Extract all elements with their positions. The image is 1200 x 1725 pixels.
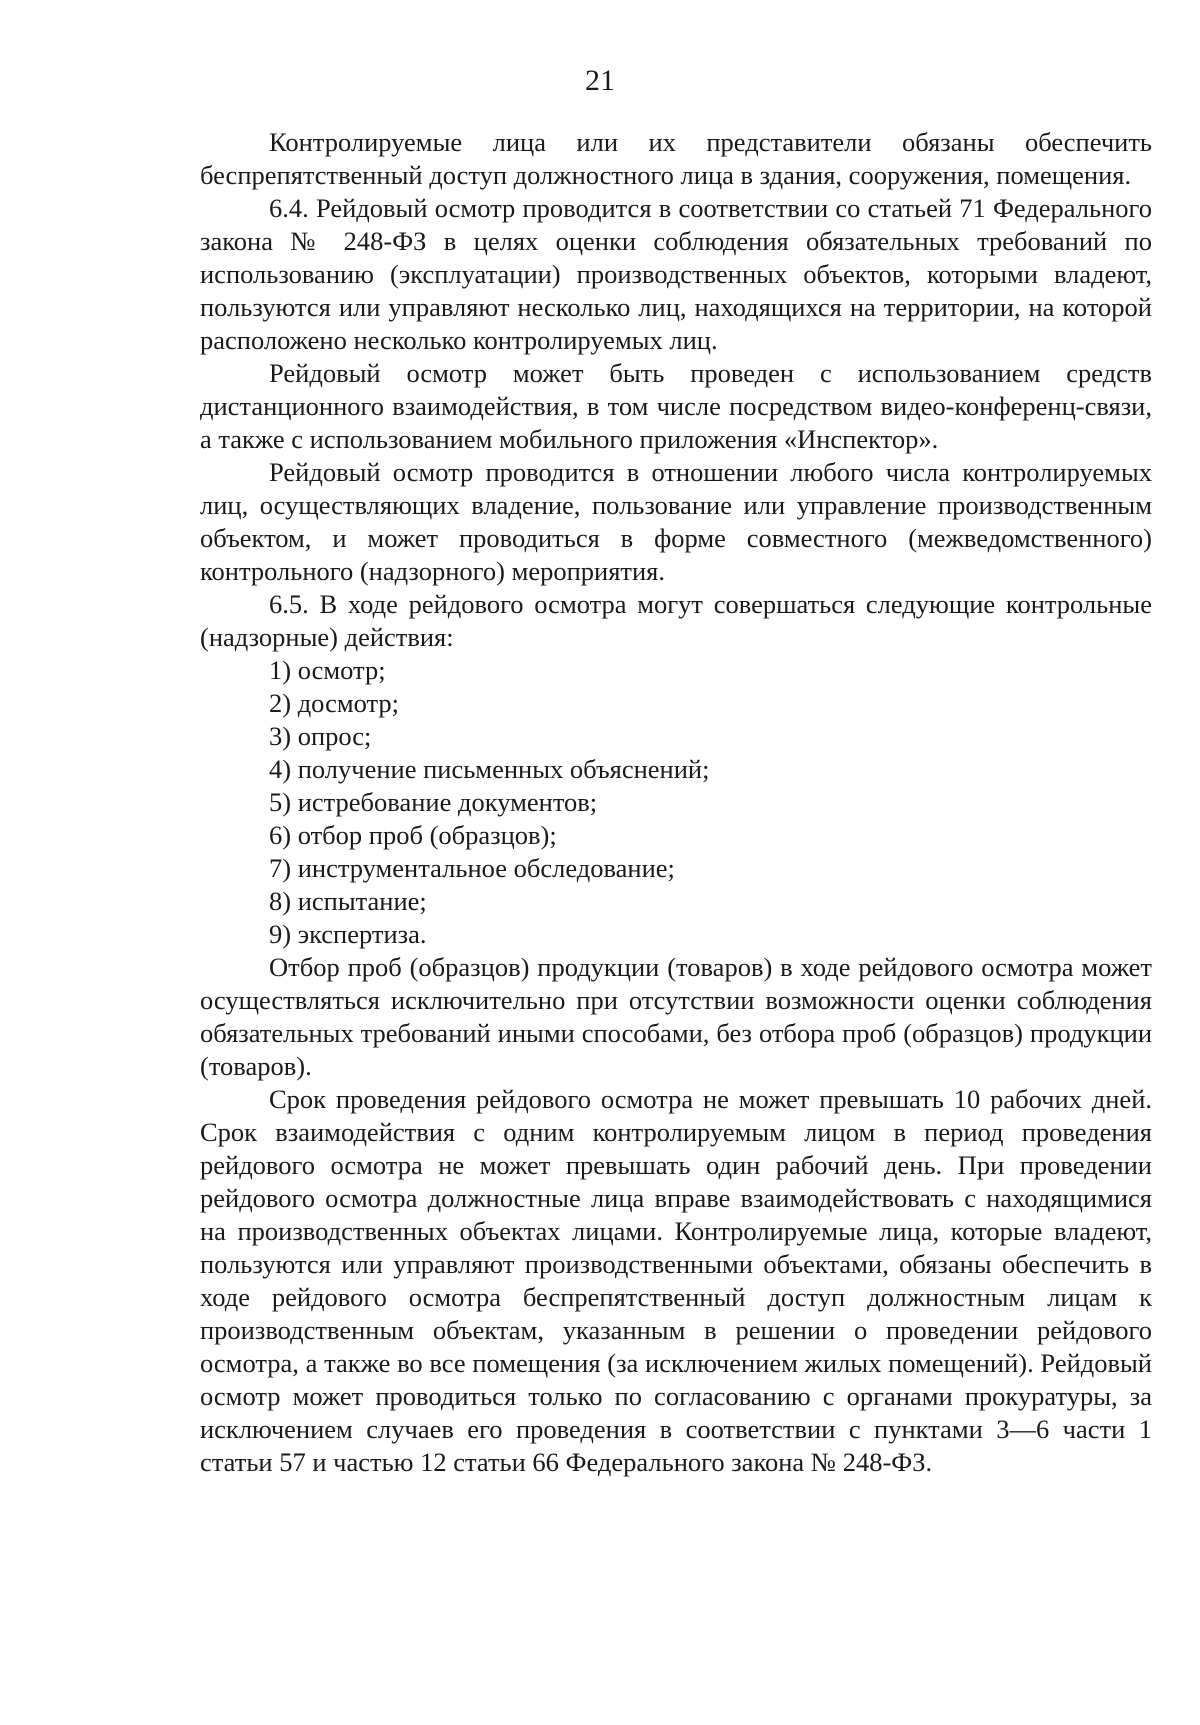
list-item: 2) досмотр;: [269, 688, 400, 718]
paragraph-duration: Срок проведения рейдового осмотра не может превышать 10 рабочих дней. Срок взаимодействия с одним контролируемым лицом в период проведения рейдового осмотра не может превышать один рабочий день. При проведении рейдового осмотра должностные лица вправе взаимодействовать с находящимися на производственных объектах лицами. Контролируемые лица, которые владеют, пользуются или управляют производственными объектами, обязаны обеспечить в ходе рейдового осмотра беспрепятственный доступ должностным лицам к производственным объектам, указанным в решении о проведении рейдового осмотра, а также во все помещения (за исключением жилых помещений). Рейдовый осмотр может проводиться только по согласованию с органами прокуратуры, за исключением случаев его проведения в соответствии с пунктами 3—6 части 1 статьи 57 и частью 12 статьи 66 Федерального закона № 248-ФЗ.: [200, 1084, 1152, 1477]
list-item: 8) испытание;: [269, 886, 427, 916]
list-item: 9) экспертиза.: [269, 919, 427, 949]
paragraph-scope: Рейдовый осмотр проводится в отношении любого числа контролируемых лиц, осуществляющих владение, пользование или управление производственным объектом, и может проводиться в форме совместного (межведомственного) контрольного (надзорного) мероприятия.: [200, 457, 1152, 586]
paragraph-6-5: 6.5. В ходе рейдового осмотра могут совершаться следующие контрольные (надзорные) действия:: [200, 589, 1152, 652]
paragraph-sampling: Отбор проб (образцов) продукции (товаров) в ходе рейдового осмотра может осуществляться исключительно при отсутствии возможности оценки соблюдения обязательных требований иными способами, без отбора проб (образцов) продукции (товаров).: [200, 952, 1152, 1081]
list-item: 5) истребование документов;: [269, 787, 598, 817]
list-item: 4) получение письменных объяснений;: [269, 754, 710, 784]
paragraph-access-obligation: Контролируемые лица или их представители обязаны обеспечить беспрепятственный доступ должностного лица в здания, сооружения, помещения.: [200, 127, 1152, 190]
paragraph-remote-interaction: Рейдовый осмотр может быть проведен с использованием средств дистанционного взаимодействия, в том числе посредством видео-конференц-связи, а также с использованием мобильного приложения «Инспектор».: [200, 358, 1152, 454]
actions-list: [200, 654, 1152, 951]
list-item: 6) отбор проб (образцов);: [269, 820, 557, 850]
page-number: 21: [585, 64, 615, 97]
list-item: 1) осмотр;: [269, 655, 386, 685]
document-body: [200, 126, 1152, 1479]
list-item: 7) инструментальное обследование;: [269, 853, 675, 883]
paragraph-6-4: 6.4. Рейдовый осмотр проводится в соответствии со статьей 71 Федерального закона № 248-ФЗ в целях оценки соблюдения обязательных требований по использованию (эксплуатации) производственных объектов, которыми владеют, пользуются или управляют несколько лиц, находящихся на территории, на которой расположено несколько контролируемых лиц.: [200, 193, 1152, 355]
list-item: 3) опрос;: [269, 721, 372, 751]
